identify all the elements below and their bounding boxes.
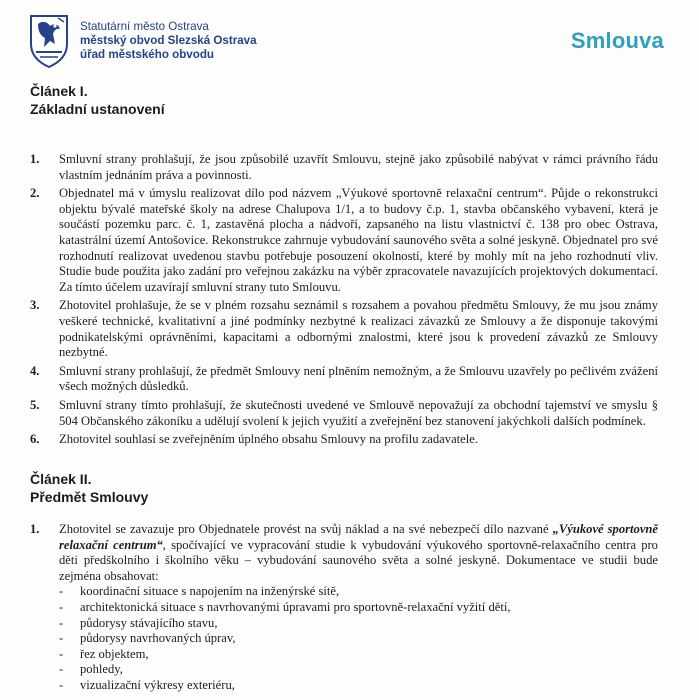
clause-number: 6. (30, 432, 40, 447)
org-line-office: úřad městského obvodu (80, 48, 214, 61)
list-item: - řez objektem, (59, 646, 149, 661)
list-item: - půdorysy navrhovaných úprav, (59, 631, 236, 646)
list-item: - pohledy, (59, 662, 123, 677)
clause-number: 1. (30, 522, 40, 536)
project-name: „Výukové sportovně relaxační centrum“ (59, 522, 658, 552)
org-line-city: Statutární město Ostrava (80, 20, 209, 33)
list-item-text: pohledy, (80, 662, 123, 677)
article-2-number: Článek II. (30, 471, 92, 487)
article-1-title: Základní ustanovení (30, 101, 165, 117)
clause-text-rest: “. Půjde o rekonstrukci objektu bývalé mateřské školy na adrese Chalupova 1/1, a to budovy č.p. 1, stavba občanského vybavení, která je součástí pozemku parc. č. 1, zastavěná plocha a nádvoří, zapsaného na listu vlastnictví č. 138 pro obec Ostrava, katastrální území Antošovice. Rekonstrukce zahrnuje vybudování saunového světa a solné jeskyně. Objednatel pro své rozhodnutí realizovat uvedenou stavbu potřebuje posouzení okolností, které by mohly mít na jeho rozhodnutí vliv. Studie bude použita jako zadání pro veřejnou zakázku na výběr zpracovatele navazujících projektových dokumentací. Za tímto účelem uzavírají smluvní strany tuto Smlouvu. (59, 186, 658, 294)
clause-number: 4. (30, 363, 40, 378)
clause-text-start: Zhotovitel se zavazuje pro Objednatele provést na svůj náklad a na své nebezpečí dílo nazvané (59, 522, 553, 536)
list-item: - architektonická situace s navrhovanými úpravami pro sportovně-relaxační vyžití dětí, (59, 599, 511, 614)
list-item: - půdorysy stávajícího stavu, (59, 615, 218, 630)
clause-item (30, 522, 658, 694)
clause-item (30, 398, 658, 429)
document-title: Smlouva (570, 28, 664, 53)
list-item: - vizualizační výkresy exteriéru, (59, 677, 235, 692)
clause-item (30, 432, 658, 448)
organization-name (80, 20, 257, 62)
list-item-text: koordinační situace s napojením na inženýrské sítě, (80, 584, 340, 599)
project-name: Výukové sportovně relaxační centrum (341, 186, 538, 201)
article-2-heading (30, 470, 148, 506)
clause-text: Smluvní strany prohlašují, že jsou způsobilé uzavřít Smlouvu, stejně jako způsobilé nabývat v rámci právního řádu vlastním jednáním práva a povinnosti. (59, 152, 658, 182)
clause-item (30, 186, 658, 295)
clause-number: 5. (30, 397, 40, 412)
article-2-title: Předmět Smlouvy (30, 489, 149, 505)
clause-item (30, 152, 658, 183)
clause-text-rest: , spočívající ve vypracování studie k vybudování výukového sportovně-relaxačního centra pro děti předškolního i školního věku – vybudování saunového světa a solné jeskyně. Dokumentace ve studii bude zejména obsahovat: (59, 537, 658, 583)
list-item-text: půdorysy stávajícího stavu, (80, 615, 218, 630)
list-item-text: architektonická situace s navrhovanými úpravami pro sportovně-relaxační vyžití dětí, (80, 599, 511, 614)
city-district-coat-of-arms-icon (28, 14, 70, 68)
document-header (28, 14, 668, 74)
clause-text: Zhotovitel prohlašuje, že se v plném rozsahu seznámil s rozsahem a povahou předmětu Smlouvy, že mu jsou známy veškeré technické, kvalitativní a jiné podmínky nezbytné k realizaci závazků ze Smlouvy a že disponuje takovými podnikatelskými oprávněními, kapacitami a odbornými znalostmi, které jsou k provedení závazků ze Smlouvy nezbytné. (59, 298, 658, 360)
org-line-district: městský obvod Slezská Ostrava (80, 34, 257, 47)
clause-item (30, 298, 658, 360)
article-1-heading (30, 82, 165, 118)
clause-item (30, 364, 658, 395)
list-item-text: půdorysy navrhovaných úprav, (80, 631, 236, 646)
list-item: - koordinační situace s napojením na inženýrské sítě, (59, 584, 340, 599)
clause-text: Zhotovitel souhlasí se zveřejněním úplného obsahu Smlouvy na profilu zadavatele. (59, 432, 478, 447)
article-1-clauses (30, 152, 658, 451)
clause-number: 3. (30, 298, 40, 313)
clause-number: 2. (30, 186, 40, 201)
study-contents-list (59, 584, 658, 693)
clause-text: Smluvní strany prohlašují, že předmět Smlouvy není plněním nemožným, a že Smlouvu uzavřely po pečlivém zvážení všech možných důsledků. (59, 363, 658, 394)
clause-text-start: Objednatel má v úmyslu realizovat dílo pod názvem „ (59, 186, 342, 201)
article-1-number: Článek I. (30, 83, 88, 99)
article-2-clauses (30, 522, 658, 697)
clause-number: 1. (30, 152, 40, 166)
clause-text: Smluvní strany tímto prohlašují, že skutečnosti uvedené ve Smlouvě nepovažují za obchodní tajemství ve smyslu § 504 Občanského zákoníku a udělují svolení k jejich využití a zveřejnění bez stanovení jakýchkoli dalších podmínek. (59, 397, 658, 428)
list-item-text: řez objektem, (80, 646, 149, 661)
list-item-text: vizualizační výkresy exteriéru, (80, 677, 235, 692)
